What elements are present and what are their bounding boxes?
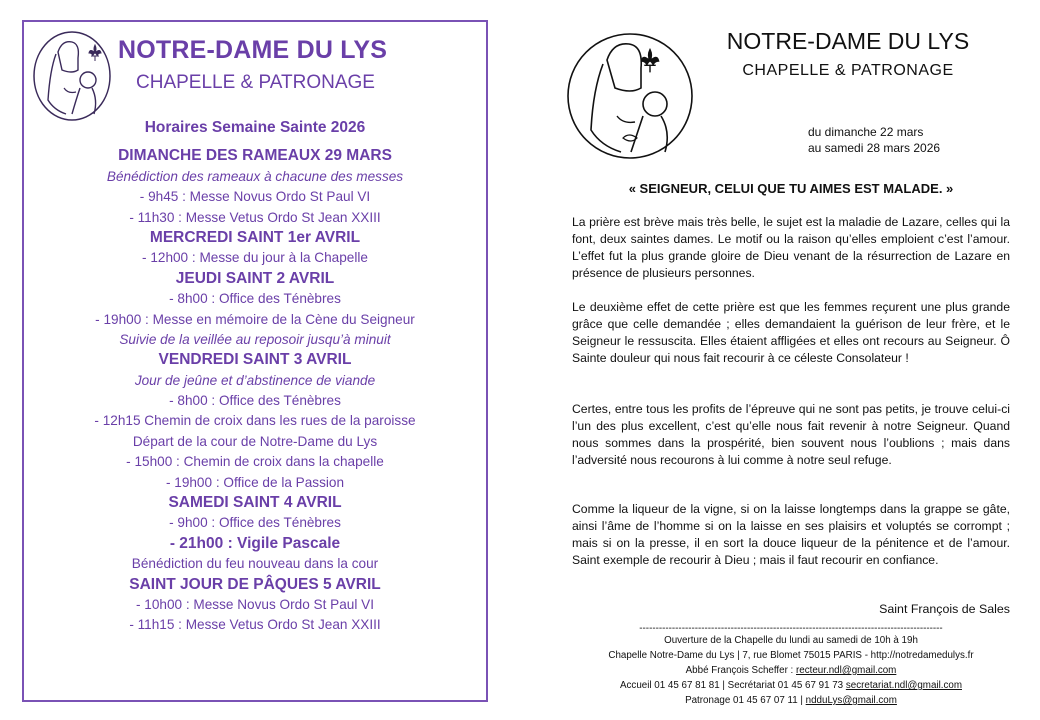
left-title: NOTRE-DAME DU LYS: [118, 36, 388, 64]
date-from: du dimanche 22 mars: [808, 125, 924, 139]
schedule-line: - 19h00 : Office de la Passion: [165, 474, 345, 490]
schedule-line: JEUDI SAINT 2 AVRIL: [175, 269, 335, 287]
schedule-line: - 9h45 : Messe Novus Ordo St Paul VI: [139, 189, 371, 205]
paragraph: Le deuxième effet de cette prière est que les femmes reçurent une plus grande grâce que celle demandée ; elles demandaient la guérison de leur frère, et le Seigneur le ressuscita. Elles étaient affligées et elles ont recours au Seigneur. Ô Sainte douleur qui nous fait recourir à ce céleste Consolateur !: [572, 300, 1010, 365]
schedule-line: MERCREDI SAINT 1er AVRIL: [149, 228, 361, 246]
patronage-label: Patronage 01 45 67 07 11 |: [685, 695, 806, 706]
fleur-de-lis-icon: [640, 48, 660, 74]
schedule-line: - 10h00 : Messe Novus Ordo St Paul VI: [135, 596, 374, 612]
schedule-line: - 15h00 : Chemin de croix dans la chapelle: [126, 454, 384, 470]
paragraph: La prière est brève mais très belle, le sujet est la maladie de Lazare, celles qui la font, deux saintes dames. Le motif ou la raison qu’elles emploient c’est l’amour. L’effet fut la plus grande gloire de Dieu venant de la résurrection de Lazare en présence de plusieurs personnes.: [572, 215, 1010, 280]
secretariat-email-link[interactable]: secretariat.ndl@gmail.com: [845, 680, 962, 691]
schedule-line: - 8h00 : Office des Ténèbres: [169, 291, 341, 307]
right-title: NOTRE-DAME DU LYS: [726, 28, 970, 54]
abbe-email-link[interactable]: recteur.ndl@gmail.com: [796, 665, 897, 676]
paragraph: Certes, entre tous les profits de l’épreuve qui ne sont pas petits, je trouve celui-ci l’un des plus excellent, c’est qu’elle nous fait revenir à notre Seigneur. Quand nous sommes dans la prospérité, bien souvent nous l’oublions ; mais dans l’adversité nous recourons à lui comme à notre seul refuge.: [572, 402, 1010, 467]
schedule-line: SAMEDI SAINT 4 AVRIL: [168, 494, 342, 512]
schedule-line: SAINT JOUR DE PÂQUES 5 AVRIL: [129, 575, 381, 593]
signature: Saint François de Sales: [879, 602, 1010, 616]
holy-week-schedule: [24, 118, 486, 636]
schedule-line: - 11h15 : Messe Vetus Ordo St Jean XXIII: [129, 617, 381, 633]
schedule-line: Départ de la cour de Notre-Dame du Lys: [132, 433, 378, 449]
schedule-line: - 11h30 : Messe Vetus Ordo St Jean XXIII: [129, 209, 381, 225]
footer: [572, 625, 1010, 708]
schedule-line: - 9h00 : Office des Ténèbres: [169, 515, 341, 531]
schedule-line: Bénédiction des rameaux à chacune des messes: [106, 168, 404, 184]
schedule-heading: Horaires Semaine Sainte 2026: [144, 119, 366, 136]
left-subtitle: CHAPELLE & PATRONAGE: [136, 72, 375, 93]
schedule-line: Jour de jeûne et d’abstinence de viande: [134, 372, 376, 388]
schedule-line: - 21h00 : Vigile Pascale: [169, 534, 341, 552]
schedule-line: - 8h00 : Office des Ténèbres: [169, 393, 341, 409]
footer-address: Chapelle Notre-Dame du Lys | 7, rue Blomet 75015 PARIS - http://notredamedulys.fr: [608, 650, 974, 661]
week-dates: [808, 124, 940, 156]
abbe-label: Abbé François Scheffer :: [685, 665, 797, 676]
date-to: au samedi 28 mars 2026: [808, 141, 941, 155]
footer-hours: Ouverture de la Chapelle du lundi au samedi de 10h à 19h: [664, 635, 918, 646]
schedule-line: - 12h15 Chemin de croix dans les rues de la paroisse: [94, 413, 416, 429]
schedule-line: - 19h00 : Messe en mémoire de la Cène du Seigneur: [95, 311, 415, 327]
footer-accueil: [572, 678, 1010, 693]
accueil-label: Accueil 01 45 67 81 81 | Secrétariat 01 45 67 91 73: [620, 680, 846, 691]
schedule-line: VENDREDI SAINT 3 AVRIL: [158, 351, 352, 369]
gospel-quote: « SEIGNEUR, CELUI QUE TU AIMES EST MALADE. »: [628, 181, 954, 196]
right-subtitle: CHAPELLE & PATRONAGE: [742, 62, 954, 79]
schedule-line: Bénédiction du feu nouveau dans la cour: [131, 556, 379, 572]
schedule-line: Suivie de la veillée au reposoir jusqu’à minuit: [119, 331, 391, 347]
footer-abbe: [572, 663, 1010, 678]
fleur-de-lis-icon: [88, 44, 102, 62]
paragraph: Comme la liqueur de la vigne, si on la laisse longtemps dans la grappe se gâte, ainsi l’âme de l’homme si on la laisse en ses plaisirs et voluptés se corrompt ; mais si on la presse, il en sort la douce liqueur de la pénitence et de l’amour. Saint exemple de recourir à Dieu ; mais il faut recourir en confiance.: [572, 502, 1010, 567]
schedule-line: - 12h00 : Messe du jour à la Chapelle: [142, 250, 368, 266]
footer-patronage: [572, 693, 1010, 708]
schedule-line: DIMANCHE DES RAMEAUX 29 MARS: [118, 147, 392, 165]
footer-separator: ---------------------------------------------------------------------------------------------: [639, 625, 943, 633]
virgin-and-child-emblem-icon: [565, 26, 695, 166]
patronage-email-link[interactable]: ndduLys@gmail.com: [805, 695, 897, 706]
